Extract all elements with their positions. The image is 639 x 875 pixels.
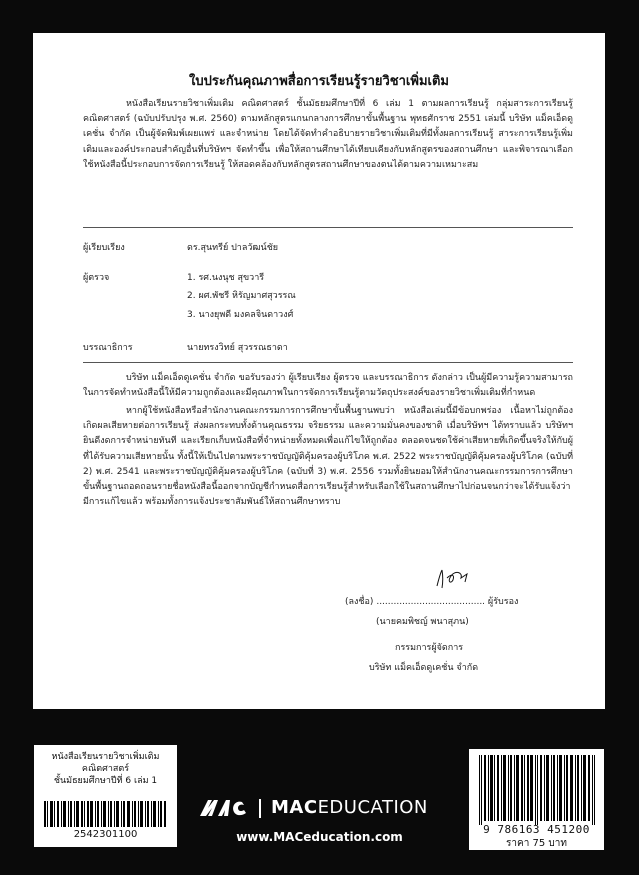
sign-prefix: (ลงชื่อ) (345, 597, 374, 607)
signer-company: บริษัท แม็คเอ็ดดูเคชั่น จำกัด (369, 663, 479, 673)
author-name: ดร.สุนทรีย์ ปาลวัฒน์ชัย (187, 243, 279, 253)
editor-label: บรรณาธิการ (83, 343, 133, 353)
intro-paragraph (83, 97, 573, 173)
book-code-barcode (44, 801, 166, 827)
brand-name-bold: MAC (271, 797, 318, 818)
price-label: ราคา 75 บาท (506, 838, 567, 849)
signer-name: (นายคมพิชญ์ พนาสุภน) (376, 617, 469, 627)
statement-paragraph-2 (83, 404, 573, 510)
reviewer-name: 3. นางยุพดี มงคลจินดาวงศ์ (187, 310, 294, 320)
brand-name-rest: EDUCATION (317, 797, 428, 818)
isbn-barcode (479, 753, 595, 827)
statement-paragraph-1 (83, 371, 573, 401)
intro-text: หนังสือเรียนรายวิชาเพิ่มเติม คณิตศาสตร์ ชั้นมัธยมศึกษาปีที่ 6 เล่ม 1 ตามผลการเรียนรู้ กลุ่มสาระการเรียนรู้คณิตศาสตร์ (ฉบับปรับปรุง พ.ศ. 2560) ตามหลักสูตรแกนกลางการศึกษาขั้นพื้นฐาน พุทธศักราช 2551 เล่มนี้ บริษัท แม็คเอ็ดดูเคชั่น จำกัด เป็นผู้จัดพิมพ์เผยแพร่ และจำหน่าย โดยได้จัดทำคำอธิบายรายวิชาเพิ่มเติมที่มีทั้งผลการเรียนรู้ สาระการเรียนรู้เพิ่มเติมและองค์ประกอบสำคัญอื่นที่บริษัทฯ จัดทำขึ้น เพื่อให้สถานศึกษาได้เทียบเคียงกับหลักสูตรของสถานศึกษา และพิจารณาเลือกใช้หนังสือนี้ประกอบการจัดการเรียนรู้ ให้สอดคล้องกับหลักสูตรสถานศึกษาของตนได้ตามความเหมาะสม (83, 99, 573, 170)
isbn-box (469, 749, 604, 850)
reviewer-name: 1. รศ.นงนุช สุขวารี (187, 273, 265, 283)
divider-bottom (83, 362, 573, 363)
author-label: ผู้เรียบเรียง (83, 243, 125, 253)
reviewer-label: ผู้ตรวจ (83, 273, 110, 283)
page-title: ใบประกันคุณภาพสื่อการเรียนรู้รายวิชาเพิ่มเติม (189, 74, 449, 89)
signer-position: กรรมการผู้จัดการ (395, 643, 464, 653)
statement-text-2: หากผู้ใช้หนังสือหรือสำนักงานคณะกรรมการการศึกษาขั้นพื้นฐานพบว่า หนังสือเล่มนี้มีข้อบกพร่อง เนื้อหาไม่ถูกต้องเกิดผลเสียหายต่อการเรียนรู้ ส่งผลกระทบทั้งด้านคุณธรรม จริยธรรม และความมั่นคงของชาติ เมื่อบริษัทฯ ได้ทราบแล้ว บริษัทฯ ยินดีงดการจำหน่ายทันที และเรียกเก็บหนังสือที่จำหน่ายทั้งหมดเพื่อแก้ไขให้ถูกต้อง ตลอดจนชดใช้ค่าเสียหายที่เกิดขึ้นจริงให้กับผู้ที่ได้รับความเสียหายนั้น ทั้งนี้ให้เป็นไปตามพระราชบัญญัติคุ้มครองผู้บริโภค พ.ศ. 2522 พระราชบัญญัติคุ้มครองผู้บริโภค (ฉบับที่ 2) พ.ศ. 2541 และพระราชบัญญัติคุ้มครองผู้บริโภค (ฉบับที่ 3) พ.ศ. 2556 รวมทั้งยินยอมให้สำนักงานคณะกรรมการการศึกษาขั้นพื้นฐานถอดถอนรายชื่อหนังสือนี้ออกจากบัญชีกำหนดสื่อการเรียนรู้สำหรับเลือกใช้ในสถานศึกษาไปก่อนจนกว่าจะได้รับแจ้งว่ามีการแก้ไขแล้ว พร้อมทั้งการแจ้งประชาสัมพันธ์ให้สถานศึกษาทราบ (83, 406, 573, 508)
book-info-line2: คณิตศาสตร์ (81, 764, 130, 774)
brand-wordmark (271, 797, 428, 818)
certificate-page (33, 33, 605, 709)
editor-name: นายทรงวิทย์ สุวรรณธาดา (187, 343, 288, 353)
statement-text-1: บริษัท แม็คเอ็ดดูเคชั่น จำกัด ขอรับรองว่า ผู้เรียบเรียง ผู้ตรวจ และบรรณาธิการ ดังกล่าว เป็นผู้มีความรู้ความสามารถในการจัดทำหนังสือนี้ให้มีความถูกต้องและมีคุณภาพในการจัดการเรียนรู้ตามวัตถุประสงค์ของรายวิชาเพิ่มเติมที่กำหนด (83, 373, 573, 399)
divider-top (83, 227, 573, 228)
signature-line (345, 594, 518, 608)
book-info-line1: หนังสือเรียนรายวิชาเพิ่มเติม (51, 752, 160, 762)
isbn-digits: 9 786163 451200 (483, 823, 590, 836)
reviewer-name: 2. ผศ.พัชรี หิรัญมาศสุวรรณ (187, 291, 296, 301)
signature-scribble (433, 568, 475, 590)
sign-suffix: ผู้รับรอง (487, 597, 519, 607)
brand-url: www.MACeducation.com (236, 830, 403, 844)
book-code: 2542301100 (73, 829, 138, 840)
sign-dots: ...................................... (376, 597, 486, 607)
book-info-line3: ชั้นมัธยมศึกษาปีที่ 6 เล่ม 1 (53, 776, 158, 786)
